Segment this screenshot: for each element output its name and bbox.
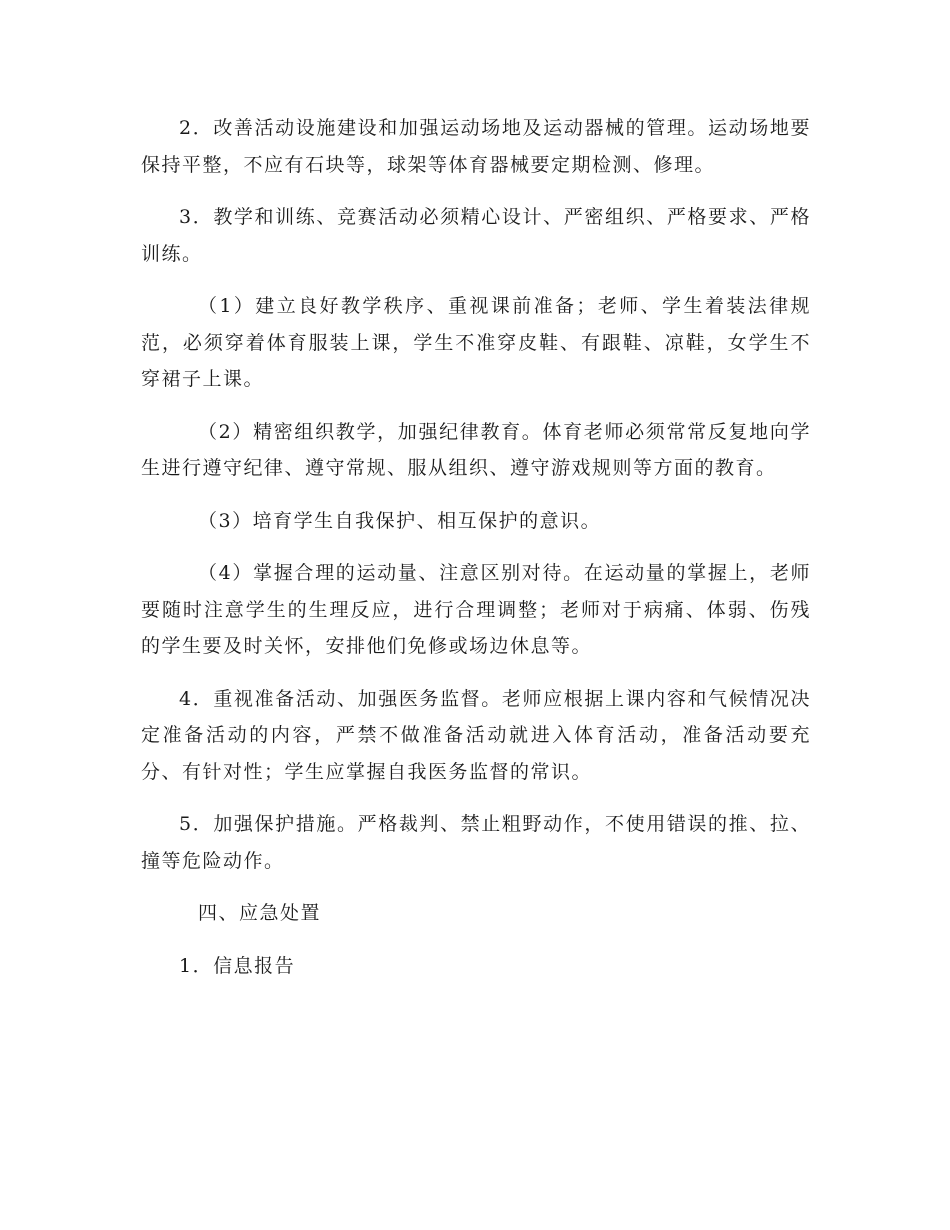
paragraph-self-protection: （3）培育学生自我保护、相互保护的意识。 — [198, 509, 602, 532]
document-body — [141, 110, 811, 1000]
paragraph-facility-management: 2．改善活动设施建设和加强运动场地及运动器械的管理。运动场地要保持平整，不应有石块等，球架等体育器械要定期检测、修理。 — [141, 117, 811, 176]
section-heading-emergency: 四、应急处置 — [198, 902, 322, 924]
paragraph-teaching-order: （1）建立良好教学秩序、重视课前准备；老师、学生着装法律规范，必须穿着体育服装上课，学生不准穿皮鞋、有跟鞋、凉鞋，女学生不穿裙子上课。 — [141, 295, 811, 390]
paragraph-protective-measures: 5．加强保护措施。严格裁判、禁止粗野动作，不使用错误的推、拉、撞等危险动作。 — [141, 813, 811, 872]
paragraph-warmup-medical: 4．重视准备活动、加强医务监督。老师应根据上课内容和气候情况决定准备活动的内容，严禁不做准备活动就进入体育活动，准备活动要充分、有针对性；学生应掌握自我医务监督的常识。 — [141, 687, 811, 783]
paragraph-exercise-load: （4）掌握合理的运动量、注意区别对待。在运动量的掌握上，老师要随时注意学生的生理反应，进行合理调整；老师对于病痛、体弱、伤残的学生要及时关怀，安排他们免修或场边休息等。 — [141, 562, 811, 657]
paragraph-teaching-training: 3．教学和训练、竞赛活动必须精心设计、严密组织、严格要求、严格训练。 — [141, 206, 811, 265]
subheading-info-report: 1．信息报告 — [179, 954, 296, 977]
paragraph-discipline-education: （2）精密组织教学，加强纪律教育。体育老师必须常常反复地向学生进行遵守纪律、遵守常规、服从组织、遵守游戏规则等方面的教育。 — [141, 420, 811, 479]
